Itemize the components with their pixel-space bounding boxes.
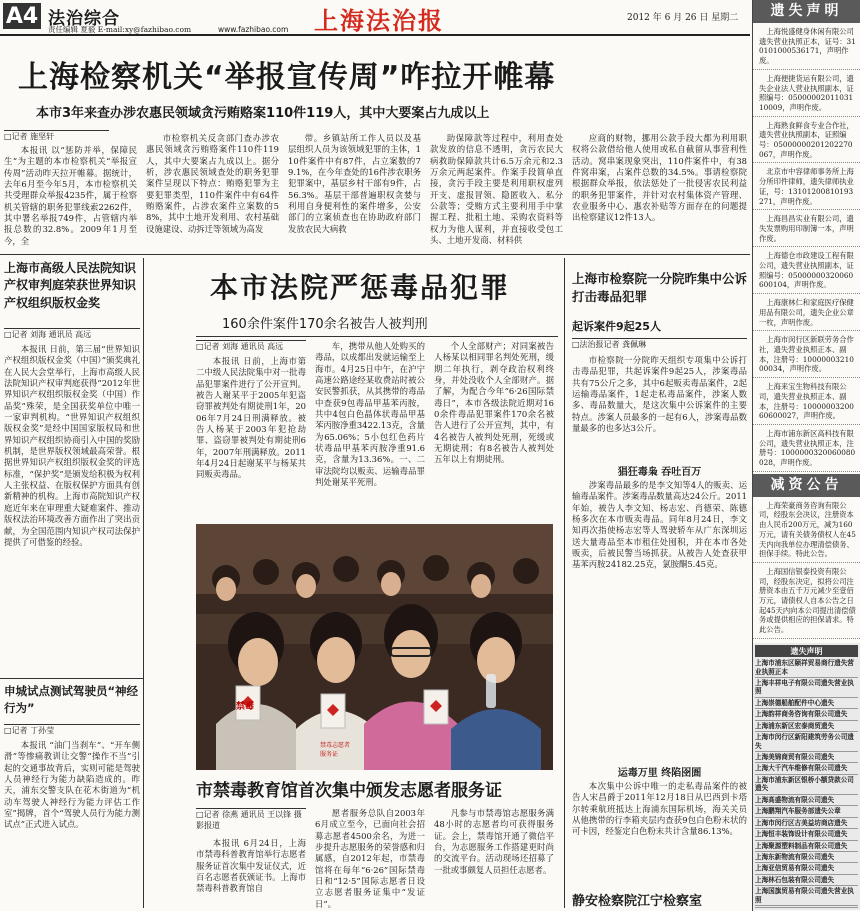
- classified-notice: 上海美锦商贸有限公司遗失: [755, 752, 858, 763]
- driver-test-body: 本报讯 “油门当刹车”、“开车侧滑”等惨痛教训让交警“操作不当”引起的交通事故背后，实则可能是驾驶人员神经行为能力缺陷造成的。昨天，浦东交警支队在花木街道为“机动车驾驶人神经行为能力评估工作室”揭牌，首个“驾驶人员行为能力测试点”正式进入试点。: [4, 740, 140, 830]
- lead-column-3: 带。乡镇站所工作人员以及基层组织人员为该领域犯罪的主体，110件案件中有87件，占立案数的79.1%，在今年查处的16件涉农职务犯罪案中，基层乡村干部有9件，占56.3%。基层干部普遍职权贪婪与利用自身便利性的案件增多，公安部门的立案侦查也在协助政府部门发放农民大病救: [288, 133, 421, 234]
- divider: [564, 258, 565, 908]
- drug-court-column-1: 本报讯 日前，上海市第二中级人民法院集中对一批毒品犯罪案件进行了公开宣判。被告人谢某平于2005年犯盗窃罪被判处有期徒刑1年，2006年7月24日刑满释放。被告人杨某于2003年犯抢劫罪、盗窃罪被判处有期徒刑6年，2007年刑满释放。2011年4月24日起谢某平与杨某共同贩卖毒品。: [196, 356, 306, 480]
- lead-column-1: 本报讯 以“惩防并举，保障民生”为主题的本市检察机关“举报宣传周”活动昨天拉开帷幕。据统计，去年6月至今年5月，本市检察机关共受理群众举报4235件，属于检察机关管辖的职务犯罪线索2262件，其中署名举报749件，占管辖内举报总数的32.8%。2009年1月至今，全: [4, 145, 137, 246]
- classified-list: [755, 657, 858, 908]
- section-title: 法治综合: [48, 9, 120, 29]
- classified-notice: 上海林石包装有限公司遗失: [755, 875, 858, 886]
- seizure-byline: □法治报记者 龚佩琳: [572, 338, 747, 351]
- seizure-headline: 上海市检察院一分院昨集中公诉打击毒品犯罪: [572, 271, 748, 305]
- lead-subheadline: 本市3年来查办涉农惠民领域贪污贿赂案110件119人，其中大要案占九成以上: [36, 106, 490, 121]
- classified-notice: 上海市浦东新区银桥小额贷款公司遗失: [755, 775, 858, 795]
- classified-notice: 上海恒丰装饰设计有限公司遗失: [755, 829, 858, 840]
- lost-notice: 上海来宝生物科技有限公司，遗失营业执照正本、副本，注册号：1000000320060600027，声明作废。: [753, 378, 860, 425]
- seizure-section-2: 本次集中公诉中唯一的走私毒品案件的被告人宋昌爵于2011年12月18日从巴西到卡塔尔转乘航班抵达上海浦东国际机场，海关关员从他携带的行李箱夹层内查获9包白色粉末状的可卡因，经鉴定白色粉末共计含量86.13%。: [572, 781, 747, 837]
- capital-reduction-notice: 上海国信银泰投资有限公司，经股东决定，拟将公司注册资本由五千万元减少至壹佰万元，请债权人自本公告之日起45天内向本公司提出清偿债务或提供相应的担保请求。特此公告。: [753, 563, 860, 639]
- volunteer-column-3: 凡参与市禁毒馆志愿服务满48小时的志愿者均可获得服务证。会上，禁毒馆开通了微信平台，为志愿服务工作搭建更时尚的交流平台。活动现场还招募了一批或事颇复人员担任志愿者。: [434, 808, 554, 875]
- divider: [0, 678, 143, 679]
- seizure-subhead-1: 猖狂毒枭 吞吐百万: [617, 467, 702, 478]
- classified-notice: 上海国旗贸易有限公司遗失营业执照: [755, 886, 858, 906]
- drug-court-column-2: 车，携带从他人处购买的毒品，以成都出发就运输至上海市。4月25日中午，在沪宁高速公路途经某收费站时被公安民警抓获，从其携带的毒品中查获9包毒品甲基苯丙胺，共中4包白色晶体状毒品甲基苯丙胺净重3422.13克，含量为65.06%；5小包红色药片状毒品甲基苯丙胺净重91.6克，含量为13.36%。一、二审法院均以贩卖、运输毒品罪判处谢某平死刑。: [315, 341, 425, 488]
- volunteer-column-1: 本报讯 6月24日，上海市禁毒科普教育馆举行志愿者服务证首次集中发证仪式，近百名志愿者获颁证书。上海市禁毒科普教育馆自: [196, 838, 306, 894]
- lost-notice: 上海悦盛健身休闲有限公司遗失营业执照正本，证号：310101000536171，声明作废。: [753, 23, 860, 70]
- site-url[interactable]: www.fazhibao.com: [218, 25, 289, 34]
- lead-byline: □记者 施坚轩: [4, 130, 109, 143]
- seizure-intro: 市检察院一分院昨天组织专项集中公诉打击毒品犯罪，共起诉案件9起25人，涉案毒品共有75公斤之多，其中6起贩卖毒品案件，2起运输毒品案件，1起走私毒品案件，涉案人数多、毒品数量大，是这次集中公诉案件的主要特点。涉案人员最多的一起有6人，涉案毒品数量最多的也多达3公斤。: [572, 355, 747, 434]
- lost-notice: 上海康林仁和家庭医疗保健用品有限公司，遗失企业公章一枚，声明作废。: [753, 294, 860, 331]
- lost-notice-list: [753, 23, 860, 472]
- classified-notice: 上海崇德船舶配件中心遗失: [755, 698, 858, 709]
- classified-notice: 上海高盛物流有限公司遗失: [755, 795, 858, 806]
- lead-column-5: 应商的财物，挪用公款手段大都为利用职权将公款借给他人使用或私自截留从事营利性活动。窝串案现象突出，110件案件中，有38件窝串案，占案件总数的34.5%。事请检察院根据群众举报，依法惩处了一批侵害农民利益的职务犯罪案件，并针对农村集体资产管理、农业服务中心、惠农补贴等方面存在的问题提出检察建议12件13人。: [572, 133, 747, 223]
- classified-notice: 上海市闵行区新阳建筑劳务公司遗失: [755, 732, 858, 752]
- capital-reduction-header: 减资公告: [753, 474, 860, 497]
- lost-notice: 上海德仓市政建设工程有限公司，遗失营业执照副本，证照编号：05000000320060600104，声明作废。: [753, 247, 860, 294]
- divider: [143, 258, 144, 908]
- classified-notice: 上海浦东新区宏泰商贸遗失: [755, 721, 858, 732]
- classified-notice: 上海鹏翔汽车服务部遗失公章: [755, 806, 858, 817]
- notices-column: [752, 0, 860, 911]
- lead-column-2: 市检察机关反贪部门查办涉农惠民领域贪污贿赂案件110件119人，其中大要案占九成以上。据分析，涉农惠民领域查处的职务犯罪案件呈现以下特点：贿赂犯罪为主要犯罪类型，110件案件中有64件贿赂案件，占涉农案件立案数的58%，其中土地开发利用、农村基础设施建设、动拆迁等领域为高发: [146, 133, 279, 234]
- page-number-badge: A4: [3, 3, 41, 29]
- seizure-subhead-2: 运毒万里 终陷囹圄: [617, 768, 702, 779]
- lead-headline: 上海检察机关“举报宣传周”咋拉开帷幕: [18, 60, 556, 95]
- photo-certificate-caption: 禁毒志愿者 服务证: [320, 742, 351, 758]
- lost-notice: 上海便捷货运有限公司，遗失企业法人营业执照副本，证照编号：0500000201103110009，声明作废。: [753, 70, 860, 117]
- lost-notice: 上海市闵行区新联劳务合作社，遗失营业执照正本、副本，注册号：1000000321000034，声明作废。: [753, 331, 860, 378]
- drug-court-subheadline: 160余件案件170余名被告人被判刑: [222, 317, 428, 332]
- lead-column-4: 助保障款等过程中，利用查处款发放的信息不透明，贪污农民大病救助保障款共计6.5万余元和2.3万余元两起案件。作案手段简单直接，贪污手段主要是利用职权虚列开支、虚报冒领、隐匿收入、私分公款等；受贿方式主要利用手中掌握工程、批租土地、采购农资料等权力为他人谋利，并直接收受包工头、土地开发商、材料供: [430, 133, 563, 246]
- editor-line: 责任编辑 夏毅 E-mail:xy@fazhibao.com: [48, 25, 192, 34]
- classified-header: 遗失声明: [755, 645, 858, 657]
- classified-notice: 上海亚信贸易有限公司遗失: [755, 863, 858, 874]
- drug-court-headline: 本市法院严惩毒品犯罪: [210, 271, 511, 304]
- issue-date: 2012 年 6 月 26 日 星期二: [627, 13, 739, 23]
- classified-notice: 上海市闵行区古美益坊商店遗失: [755, 818, 858, 829]
- classified-box: [753, 643, 860, 910]
- volunteer-byline: □记者 徐燕 通讯员 王以锋 摄影报道: [196, 808, 306, 832]
- lost-notice-header: 遗失声明: [753, 0, 860, 23]
- divider: [0, 254, 750, 255]
- photo-sign-text: 禁毒: [236, 702, 255, 712]
- capital-reduction-notice: 上海荣豪商务咨询有限公司，经股东会决议，注册资本由人民币200万元，减为160万元，请有关债务债权人在45天内向我单位办理清偿债务、担保手续。特此公告。: [753, 497, 860, 563]
- driver-test-headline: 申城试点测试驾驶员“神经行为”: [4, 684, 139, 715]
- classified-notice: 上海市浦东区颐祥贸易商行遗失营业执照正本: [755, 658, 858, 678]
- driver-test-byline: □记者 丁孙莹: [4, 724, 140, 737]
- lost-notice: 上海市浦东新区高科技有限公司，遗失营业执照正本，注册号：1000000320060080028，声明作废。: [753, 425, 860, 472]
- classified-notice: 上海聚源塑料制品有限公司遗失: [755, 841, 858, 852]
- seizure-subheadline: 起诉案件9起25人: [572, 320, 661, 333]
- lost-notice: 上海昌昌实业有限公司，遗失发票购用印制簿一本，声明作废。: [753, 210, 860, 247]
- seizure-section-1: 涉案毒品最多的是李文知等4人的贩卖、运输毒品案件。涉案毒品数量高达24公斤。2011年始，被告人李文知、杨志宏、肖德荣、陈德杨多次在本市贩卖毒品。同年8月24日，李文知再次指使杨志宏等人驾驶轿车从广东深圳运送大量毒品至本市租住处囤积，并在本市各处贩卖，后被民警当场抓获。从被告人处查获甲基苯丙胺24182.25克，氯胺酮5.45克。: [572, 480, 747, 570]
- classified-notice: 上海大千汽车维修有限公司遗失: [755, 763, 858, 774]
- newspaper-logo: 上海法治报: [314, 6, 444, 35]
- ip-byline: □记者 刘海 通讯员 高远: [4, 328, 140, 341]
- capital-reduction-list: [753, 497, 860, 639]
- volunteers-photo: [196, 524, 553, 770]
- lost-notice: 北京市中容律师事务所上海分所印件律师，遗失律师执业证，号：13101200810193271，声明作废。: [753, 163, 860, 210]
- lost-notice: 上海熟食鲜食专业合作社，遗失营业执照副本，证照编号：05000000201202270067，声明作废。: [753, 117, 860, 164]
- volunteer-headline: 市禁毒教育馆首次集中颁发志愿者服务证: [196, 781, 502, 801]
- drug-court-byline: □记者 刘海 通讯员 高远: [196, 340, 306, 353]
- ip-headline: 上海市高级人民法院知识产权审判庭荣获世界知识产权组织版权金奖: [4, 261, 137, 310]
- drug-court-column-3: 个人全部财产；对同案被告人杨某以相同罪名判处死刑，缓期二年执行，剥夺政治权利终身，并处没收个人全部财产。据了解，为配合今年“6·26国际禁毒日”，本市各级法院近期对160余件毒品犯罪案件170余名被告人进行了公开宣判，其中，有4名被告人被判处死刑，死缓或无期徒刑；有8名被告人被判处五年以上有期徒刑。: [434, 341, 554, 465]
- classified-notice: 上海东新物流有限公司遗失: [755, 852, 858, 863]
- volunteer-column-2: 愿者服务总队自2003年6月成立至今，已面向社会招募志愿者4500余名，为进一步提升志愿服务的荣誉感和归属感，自2012年起，市禁毒馆将在每年“6·26”国际禁毒日和“12·5”国际志愿者日设立志愿者服务证集中“发证日”。: [315, 808, 425, 908]
- jiangning-headline: 静安检察院江宁检察室: [572, 894, 703, 909]
- classified-notice: 上海韵祥商务咨询有限公司遗失: [755, 709, 858, 720]
- classified-notice: 上海丰祥电子有限公司遗失营业执照: [755, 678, 858, 698]
- ip-body: 本报讯 日前，第三届“世界知识产权组织版权金奖（中国）”颁奖典礼在人民大会堂举行，上海市高级人民法院知识产权审判庭获得“2012年世界知识产权组织版权金奖（中国）作品奖”殊荣，是全国获奖单位中唯一一家审判机构。“世界知识产权组织版权金奖”是经中国国家版权局和世界知识产权组织协商引入中国的奖励机制，是世界版权领域最高荣誉。根据世界知识产权组织版权金奖的评选标准，“保护奖”是颁发给积极为权利人主张权益、在版权保护方面具有创新精神的机构。上海市高院知识产权庭近年来在审理重大疑难案件、推动版权法治环境改善方面作出了突出贡献，为全国范围内知识产权司法保护提供了可借鉴的经验。: [4, 344, 140, 547]
